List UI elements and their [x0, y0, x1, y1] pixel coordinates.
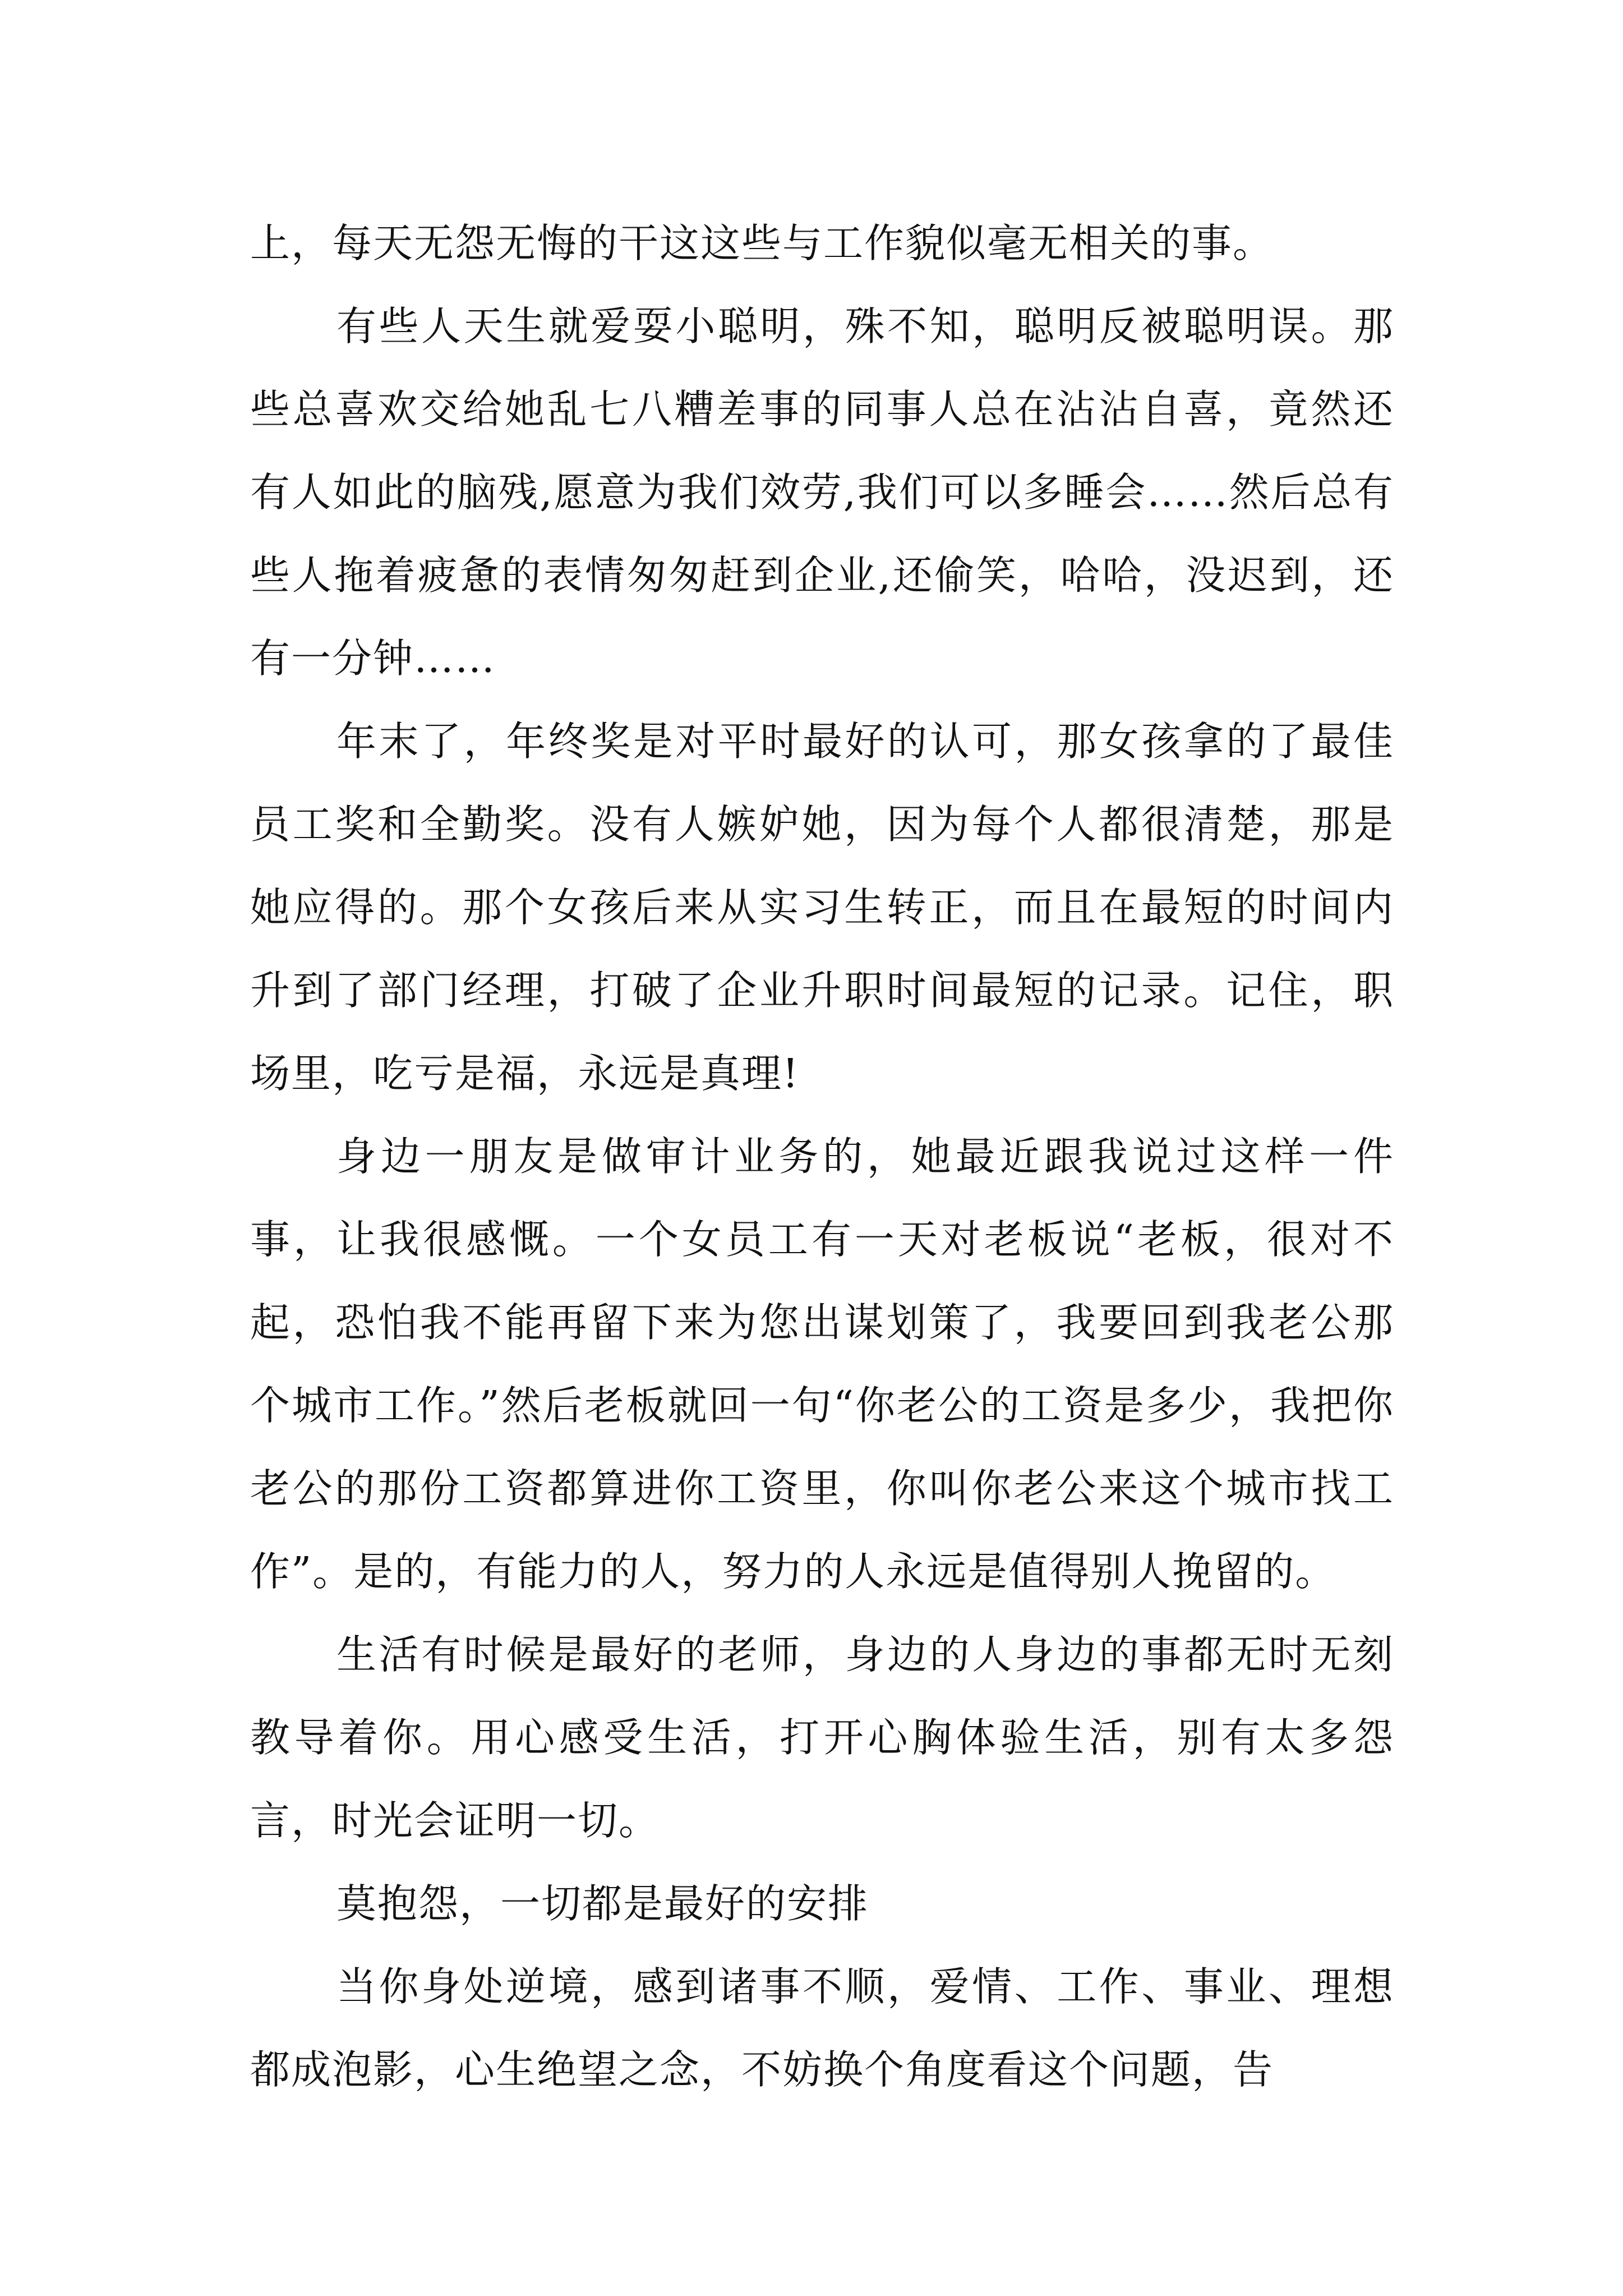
- section-heading: 莫抱怨，一切都是最好的安排: [336, 1880, 869, 1927]
- paragraph-adversity: 当你身处逆境，感到诸事不顺，爱情、工作、事业、理想都成泡影，心生绝望之念，不妨换个角度看这个问题，告: [250, 1963, 1394, 2093]
- paragraph-audit-friend-story: 身边一朋友是做审计业务的，她最近跟我说过这样一件事，让我很感慨。一个女员工有一天对老板说“老板，很对不起，恐怕我不能再留下来为您出谋划策了，我要回到我老公那个城市工作。”然后老板就回一句“你老公的工资是多少，我把你老公的那份工资都算进你工资里，你叫你老公来这个城市找工作”。是的，有能力的人，努力的人永远是值得别人挽留的。: [250, 1133, 1394, 1595]
- paragraph-year-end-award: 年末了，年终奖是对平时最好的认可，那女孩拿的了最佳员工奖和全勤奖。没有人嫉妒她，因为每个人都很清楚，那是她应得的。那个女孩后来从实习生转正，而且在最短的时间内升到了部门经理，打破了企业升职时间最短的记录。记住，职场里，吃亏是福，永远是真理!: [250, 718, 1394, 1097]
- paragraph-life-teacher: 生活有时候是最好的老师，身边的人身边的事都无时无刻教导着你。用心感受生活，打开心胸体验生活，别有太多怨言，时光会证明一切。: [250, 1631, 1394, 1844]
- paragraph-continuation: 上，每天无怨无悔的干这这些与工作貌似毫无相关的事。: [250, 220, 1274, 266]
- paragraph-clever-coworkers: 有些人天生就爱耍小聪明，殊不知，聪明反被聪明误。那些总喜欢交给她乱七八糟差事的同事人总在沾沾自喜，竟然还有人如此的脑残,愿意为我们效劳,我们可以多睡会……然后总有些人拖着疲惫的表情匆匆赶到企业,还偷笑，哈哈，没迟到，还有一分钟……: [250, 303, 1394, 682]
- document-body: [250, 202, 1394, 2111]
